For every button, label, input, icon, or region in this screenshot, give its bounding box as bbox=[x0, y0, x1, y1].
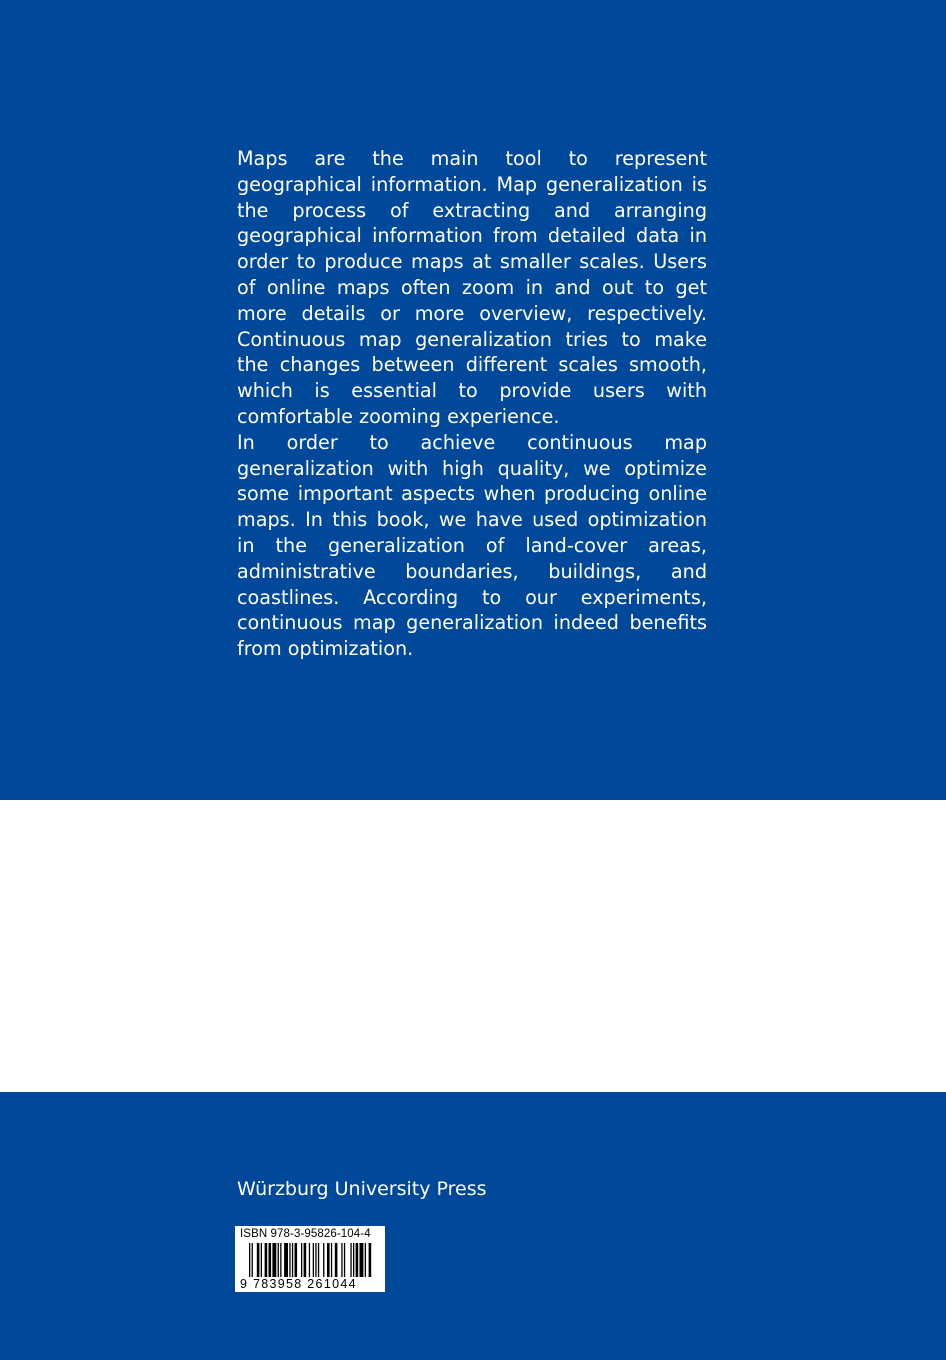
barcode-bar bbox=[249, 1243, 250, 1277]
barcode-bar bbox=[280, 1243, 281, 1277]
blurb-paragraph-1: Maps are the main tool to represent geographical information. Map generalization is the process of extracting and arranging geographical information from detailed data in order to produce maps at smaller scales. Users of online maps often zoom in and out to get more details or more overview, respectively. Continuous map generalization tries to make the changes between different scales smooth, which is essential to provide users with comfortable zooming experience. bbox=[237, 147, 707, 428]
barcode-bar bbox=[272, 1243, 276, 1277]
barcode-bar bbox=[289, 1243, 290, 1277]
barcode-bar bbox=[350, 1243, 351, 1277]
barcode-bar bbox=[292, 1243, 293, 1277]
barcode-bar bbox=[344, 1243, 345, 1277]
barcode-bar bbox=[356, 1243, 359, 1277]
barcode-bar bbox=[284, 1243, 288, 1277]
barcode-bar bbox=[315, 1243, 316, 1277]
barcode-bar bbox=[318, 1243, 319, 1277]
barcode-bar bbox=[331, 1243, 332, 1277]
barcode-bar bbox=[278, 1243, 279, 1277]
barcode-bar bbox=[304, 1243, 307, 1277]
barcode-digits: 9 783958 261044 bbox=[240, 1277, 357, 1291]
barcode-bar bbox=[261, 1243, 262, 1277]
publisher-name: Würzburg University Press bbox=[237, 1178, 487, 1200]
barcode-bar bbox=[265, 1243, 268, 1277]
isbn-label: ISBN 978-3-95826-104-4 bbox=[240, 1228, 371, 1240]
barcode-bar bbox=[327, 1243, 330, 1277]
middle-white-band bbox=[0, 800, 946, 1092]
barcode-bar bbox=[365, 1243, 366, 1277]
barcode-bar bbox=[369, 1243, 372, 1277]
barcode-bar bbox=[295, 1243, 298, 1277]
blurb-paragraph-2: In order to achieve continuous map generalization with high quality, we optimize some important aspects when producing online maps. In this book, we have used optimization in the generalization of land-cover areas, administrative boundaries, buildings, and coastlines. According to our experiments, continuous map generalization indeed benefits from optimization. bbox=[237, 430, 707, 661]
back-cover-blurb bbox=[237, 146, 707, 662]
barcode-bar bbox=[309, 1243, 310, 1277]
barcode-bar bbox=[269, 1243, 272, 1277]
barcode-bar bbox=[341, 1243, 342, 1277]
barcode-bar bbox=[353, 1243, 354, 1277]
barcode-bar bbox=[360, 1243, 364, 1277]
barcode-bar bbox=[335, 1243, 338, 1277]
barcode-bar bbox=[257, 1243, 260, 1277]
barcode-bar bbox=[301, 1243, 302, 1277]
barcode-bar bbox=[323, 1243, 324, 1277]
barcode-bar bbox=[313, 1243, 314, 1277]
isbn-barcode bbox=[235, 1226, 385, 1292]
barcode-bar bbox=[252, 1243, 253, 1277]
bottom-blue-band bbox=[0, 1092, 946, 1360]
